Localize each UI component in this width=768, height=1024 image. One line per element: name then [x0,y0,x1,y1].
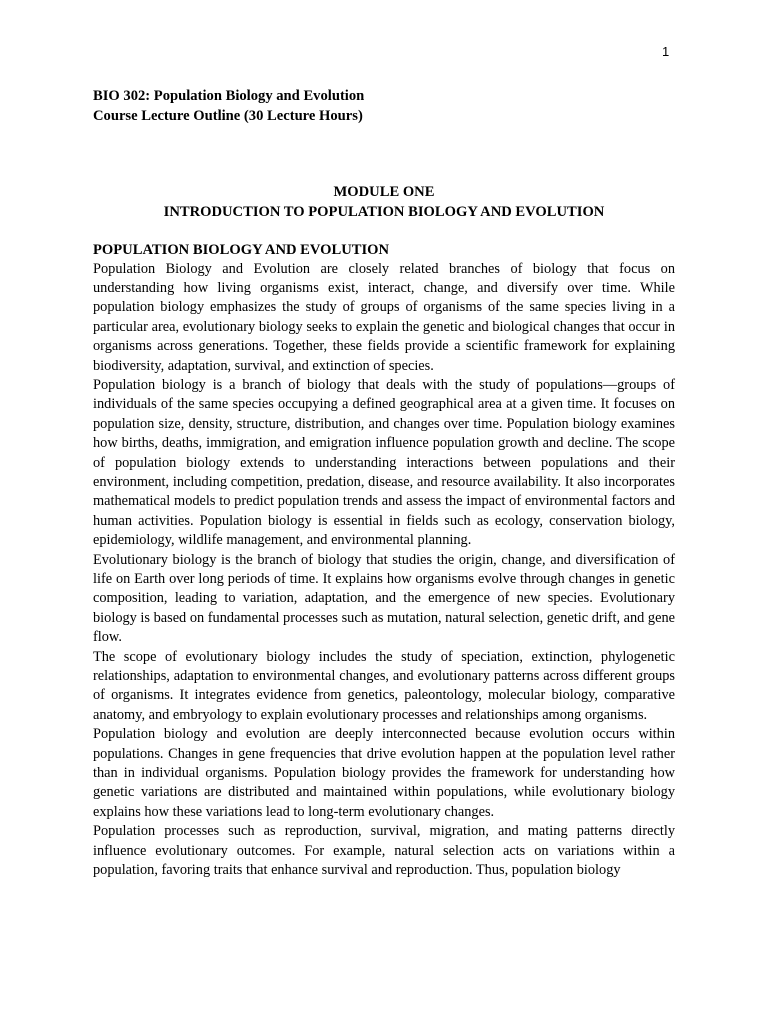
paragraph: Population biology and evolution are deeply interconnected because evolution occurs within populations. Changes in gene frequencies that drive evolution happen at the population level rather than in individual organisms. Population biology provides the framework for understanding how genetic variations are distributed and maintained within populations, while evolutionary biology explains how these variations lead to long-term evolutionary changes. [93,726,675,820]
paragraph: Population processes such as reproduction, survival, migration, and mating patterns directly influence evolutionary outcomes. For example, natural selection acts on variations within a population, favoring traits that enhance survival and reproduction. Thus, population biology [93,823,675,879]
course-header [93,87,675,126]
section-heading: POPULATION BIOLOGY AND EVOLUTION [93,242,390,258]
body-text [93,260,675,881]
paragraph: The scope of evolutionary biology includes the study of speciation, extinction, phylogenetic relationships, adaptation to environmental changes, and evolutionary patterns across different groups of organisms. It integrates evidence from genetics, paleontology, molecular biology, comparative anatomy, and embryology to explain evolutionary processes and relationships among organisms. [93,648,675,723]
page-number: 1 [662,44,670,59]
module-heading [93,182,675,222]
module-title: INTRODUCTION TO POPULATION BIOLOGY AND EVOLUTION [163,204,605,220]
paragraph: Evolutionary biology is the branch of biology that studies the origin, change, and diversification of life on Earth over long periods of time. It explains how organisms evolve through changes in genetic composition, leading to variation, adaptation, and the emergence of new species. Evolutionary biology is based on fundamental processes such as mutation, natural selection, genetic drift, and gene flow. [93,551,675,646]
module-label: MODULE ONE [333,184,435,200]
course-subtitle: Course Lecture Outline (30 Lecture Hours) [93,107,363,124]
paragraph: Population Biology and Evolution are closely related branches of biology that focus on understanding how living organisms exist, interact, change, and diversify over time. While population biology emphasizes the study of groups of organisms of the same species living in a particular area, evolutionary biology seeks to explain the genetic and biological changes that occur in organisms across generations. Together, these fields provide a scientific framework for explaining biodiversity, adaptation, survival, and extinction of species. [93,260,675,374]
course-title: BIO 302: Population Biology and Evolution [93,88,365,104]
paragraph: Population biology is a branch of biology that deals with the study of populations—groups of individuals of the same species occupying a defined geographical area at a given time. It focuses on population size, density, structure, distribution, and changes over time. Population biology examines how births, deaths, immigration, and emigration influence population growth and decline. The scope of population biology extends to understanding interactions between populations and their environment, including competition, predation, disease, and resource availability. It also incorporates mathematical models to predict population trends and assess the impact of environmental factors and human activities. Population biology is essential in fields such as ecology, conservation biology, epidemiology, wildlife management, and environmental planning. [93,376,675,549]
